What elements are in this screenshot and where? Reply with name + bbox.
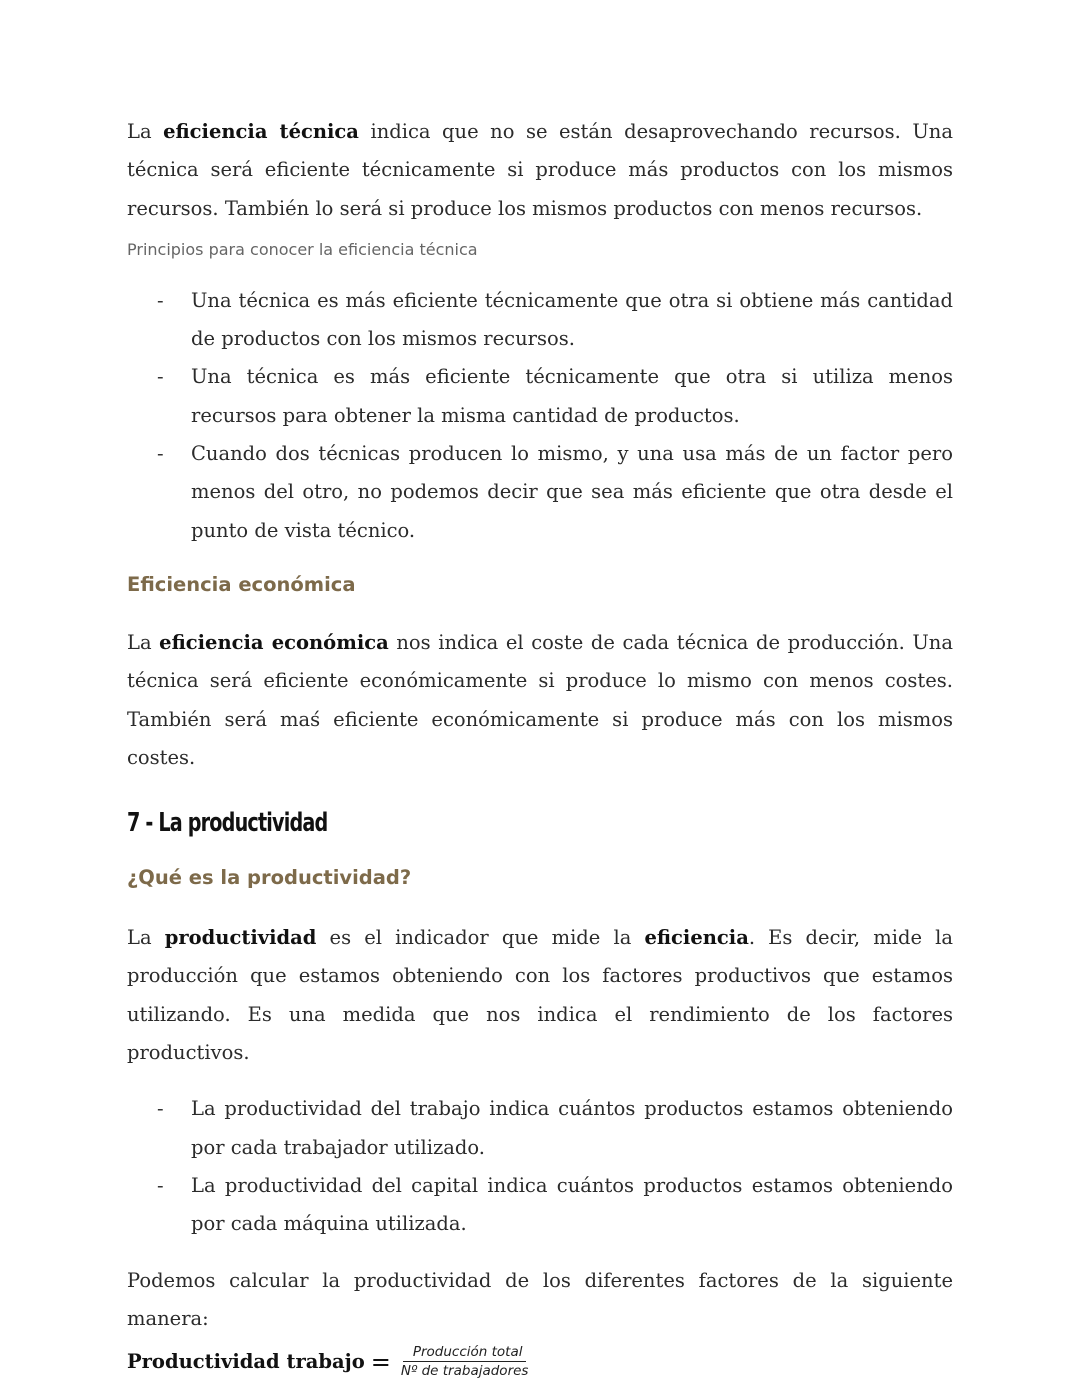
- principles-heading: Principios para conocer la eficiencia técnica: [127, 239, 478, 259]
- list-item: - La productividad del capital indica cuántos productos estamos obteniendo por cada máquina utilizada.: [127, 1167, 953, 1244]
- list-item: - La productividad del trabajo indica cuántos productos estamos obteniendo por cada trabajador utilizado.: [127, 1090, 953, 1167]
- formula-fraction: [401, 1344, 529, 1379]
- document-page: [127, 113, 953, 1379]
- term-eficiencia-economica: eficiencia económica: [159, 630, 389, 654]
- term-productividad: productividad: [164, 926, 317, 950]
- term-eficiencia-tecnica: eficiencia técnica: [163, 120, 359, 143]
- list-item: - Una técnica es más eficiente técnicamente que otra si utiliza menos recursos para obtener la misma cantidad de productos.: [127, 358, 953, 435]
- list-item: - Cuando dos técnicas producen lo mismo, y una usa más de un factor pero menos del otro, no podemos decir que sea más eficiente que otra desde el punto de vista técnico.: [127, 435, 953, 550]
- intro-paragraph: La eficiencia técnica indica que no se están desaprovechando recursos. Una técnica será eficiente técnicamente si produce más productos con los mismos recursos. También lo será si produce los mismos productos con menos recursos.: [127, 120, 953, 220]
- productivity-formula: [127, 1344, 953, 1379]
- calc-intro: Podemos calcular la productividad de los diferentes factores de la siguiente manera:: [127, 1268, 953, 1330]
- formula-equals: =: [370, 1347, 391, 1376]
- section-subheading: ¿Qué es la productividad?: [127, 866, 412, 890]
- economic-paragraph: La eficiencia económica nos indica el coste de cada técnica de producción. Una técnica será eficiente económicamente si produce lo mismo con menos costes. También será maś eficiente económicamente si produce más con los mismos costes.: [127, 630, 953, 769]
- formula-denominator: Nº de trabajadores: [400, 1363, 529, 1380]
- formula-lhs: Productividad trabajo: [127, 1350, 365, 1374]
- list-item: - Una técnica es más eficiente técnicamente que otra si obtiene más cantidad de productos con los mismos recursos.: [127, 282, 953, 359]
- productivity-list: [127, 1090, 953, 1243]
- principles-list: [127, 282, 953, 550]
- term-eficiencia: eficiencia: [644, 926, 749, 950]
- economic-heading: Eficiencia económica: [127, 572, 356, 596]
- section-title: 7 - La productividad: [127, 808, 328, 839]
- formula-numerator: Producción total: [403, 1344, 527, 1362]
- productivity-paragraph: La productividad es el indicador que mide la eficiencia. Es decir, mide la producción que estamos obteniendo con los factores productivos que estamos utilizando. Es una medida que nos indica el rendimiento de los factores productivos.: [127, 926, 953, 1065]
